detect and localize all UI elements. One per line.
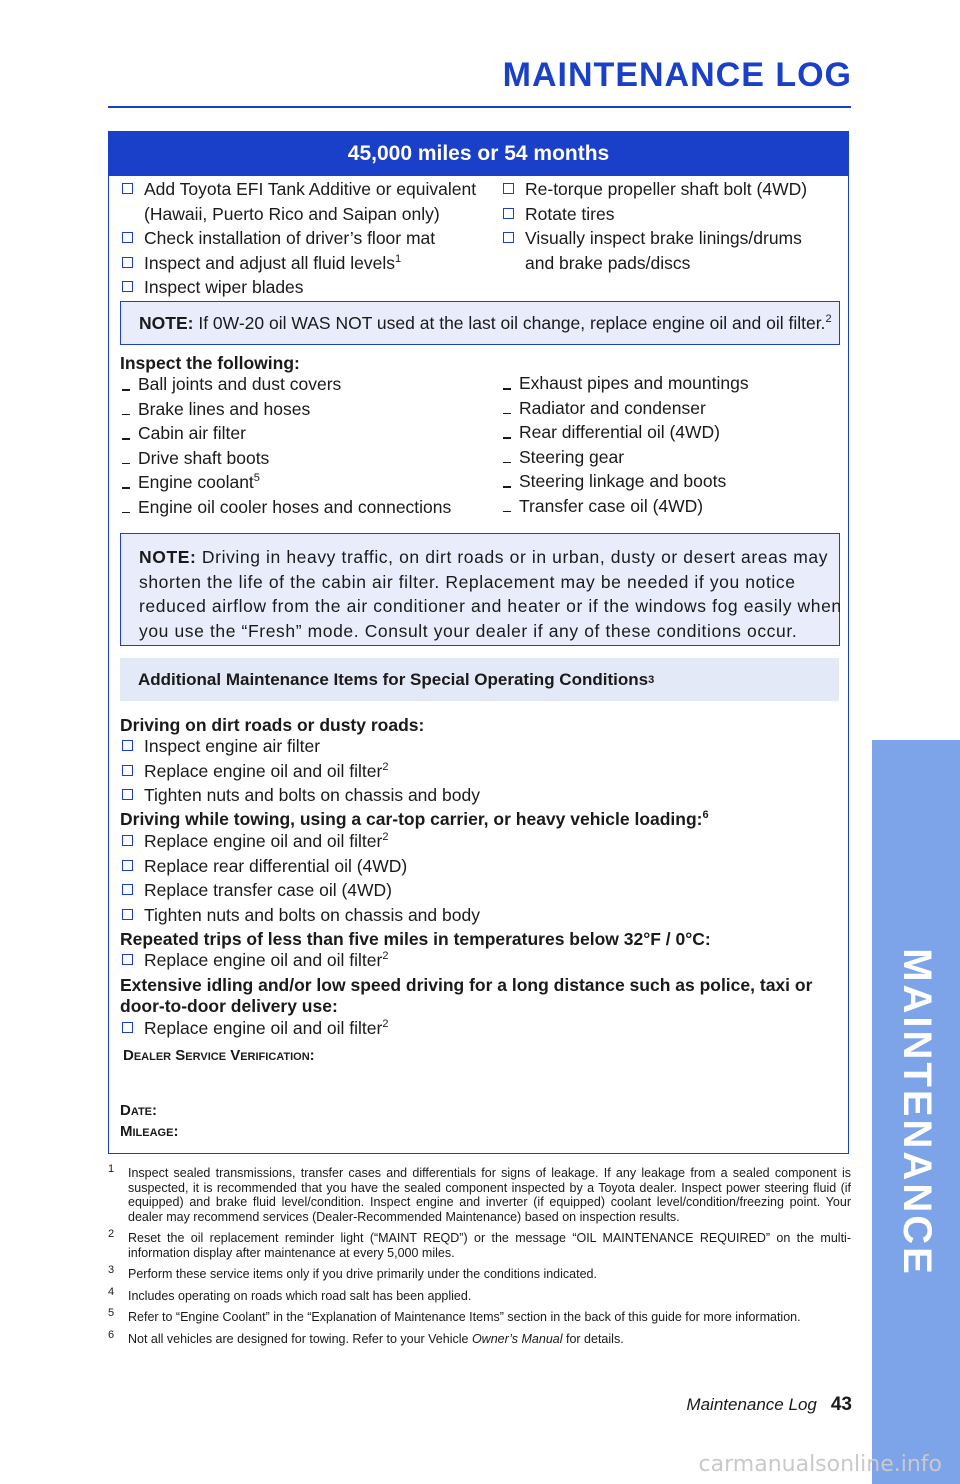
dealer-verification-label: Dealer Service Verification: bbox=[123, 1047, 315, 1064]
idling-list bbox=[120, 1016, 820, 1041]
footer-section: Maintenance Log bbox=[686, 1395, 817, 1414]
checklist-item[interactable]: Inspect engine air filter bbox=[120, 734, 820, 759]
checkbox-icon[interactable] bbox=[122, 183, 133, 194]
checklist-item[interactable]: Tighten nuts and bolts on chassis and body bbox=[120, 783, 820, 808]
list-item: Brake lines and hoses bbox=[120, 397, 490, 422]
checkbox-icon[interactable] bbox=[122, 765, 133, 776]
note-label: NOTE: bbox=[139, 547, 197, 567]
list-item: Drive shaft boots bbox=[120, 446, 490, 471]
side-tab-label: MAINTENANCE bbox=[894, 947, 939, 1277]
checkbox-icon[interactable] bbox=[122, 232, 133, 243]
maintenance-box bbox=[108, 131, 849, 1154]
checkbox-icon[interactable] bbox=[503, 208, 514, 219]
list-item: Transfer case oil (4WD) bbox=[501, 494, 841, 519]
checklist-item[interactable]: Replace engine oil and oil filter$^2$ bbox=[120, 948, 820, 973]
checklist-item[interactable]: Inspect and adjust all fluid levels$^1$ bbox=[120, 251, 480, 276]
checkbox-icon[interactable] bbox=[122, 740, 133, 751]
list-item: Radiator and condenser bbox=[501, 396, 841, 421]
checkbox-icon[interactable] bbox=[503, 183, 514, 194]
title-divider bbox=[108, 106, 851, 108]
date-label: Date: bbox=[120, 1102, 158, 1119]
inspect-list-right bbox=[501, 371, 841, 518]
list-item: Ball joints and dust covers bbox=[120, 372, 490, 397]
checklist-item[interactable]: Replace engine oil and oil filter$^2$ bbox=[120, 1016, 820, 1041]
checkbox-icon[interactable] bbox=[122, 860, 133, 871]
list-item: Rear differential oil (4WD) bbox=[501, 420, 841, 445]
footnote: 4 Includes operating on roads which road salt has been applied. bbox=[108, 1285, 472, 1303]
checkbox-icon[interactable] bbox=[122, 909, 133, 920]
condition-heading: Driving while towing, using a car-top carrier, or heavy vehicle loading:$^6$ bbox=[120, 809, 709, 829]
checklist-item[interactable]: Replace engine oil and oil filter$^2$ bbox=[120, 759, 820, 784]
oil-note: NOTE: If 0W-20 oil WAS NOT used at the last oil change, replace engine oil and oil filter.$^2$ bbox=[120, 301, 840, 345]
dirt-roads-list bbox=[120, 734, 820, 808]
checklist-left bbox=[120, 177, 480, 300]
list-item: Steering linkage and boots bbox=[501, 469, 841, 494]
checklist-item[interactable]: Add Toyota EFI Tank Additive or equivalent (Hawaii, Puerto Rico and Saipan only) bbox=[120, 177, 480, 226]
page-title: MAINTENANCE LOG bbox=[502, 56, 852, 94]
checkbox-icon[interactable] bbox=[503, 232, 514, 243]
checklist-item[interactable]: Replace transfer case oil (4WD) bbox=[120, 878, 820, 903]
checklist-item[interactable]: Re-torque propeller shaft bolt (4WD) bbox=[501, 177, 841, 202]
list-item: Engine coolant$^5$ bbox=[120, 470, 490, 495]
list-item: Cabin air filter bbox=[120, 421, 490, 446]
inspect-list-left bbox=[120, 372, 490, 519]
checkbox-icon[interactable] bbox=[122, 1022, 133, 1033]
checklist-right bbox=[501, 177, 841, 275]
watermark: carmanualsonline.info bbox=[698, 1452, 942, 1477]
footnote: 6 Not all vehicles are designed for towing. Refer to your Vehicle Owner’s Manual for details. bbox=[108, 1328, 624, 1346]
checklist-item[interactable]: Visually inspect brake linings/drums and brake pads/discs bbox=[501, 226, 841, 275]
condition-heading: Repeated trips of less than five miles in temperatures below 32°F / 0°C: bbox=[120, 929, 711, 949]
list-item: Steering gear bbox=[501, 445, 841, 470]
footnote: 1 Inspect sealed transmissions, transfer cases and differentials for signs of leakage. If any leakage from a sealed component is suspected, it is recommended that you have the sealed component inspected by a Toyota dealer. Inspect power steering fluid (if equipped) and brake fluid level/condition. Inspect engine and inverter (if equipped) coolant level/condition/freezing point. Your dealer may recommend services (Dealer-Recommended Maintenance) based on inspection results. bbox=[108, 1163, 851, 1224]
interval-header: 45,000 miles or 54 months bbox=[109, 132, 848, 176]
short-trips-list bbox=[120, 948, 820, 973]
note-text: If 0W-20 oil WAS NOT used at the last oil change, replace engine oil and oil filter. bbox=[198, 313, 826, 333]
condition-heading: Driving on dirt roads or dusty roads: bbox=[120, 715, 425, 735]
footnotes bbox=[108, 1163, 851, 1353]
checklist-item[interactable]: Replace engine oil and oil filter$^2$ bbox=[120, 829, 820, 854]
footnote: 3 Perform these service items only if you drive primarily under the conditions indicated. bbox=[108, 1264, 597, 1281]
checklist-item[interactable]: Tighten nuts and bolts on chassis and body bbox=[120, 903, 820, 928]
additional-items-heading: Additional Maintenance Items for Special Operating Conditions 3 bbox=[120, 658, 839, 701]
checkbox-icon[interactable] bbox=[122, 884, 133, 895]
note-label: NOTE: bbox=[139, 313, 194, 333]
checkbox-icon[interactable] bbox=[122, 954, 133, 965]
list-item: Exhaust pipes and mountings bbox=[501, 371, 841, 396]
checklist-item[interactable]: Check installation of driver’s floor mat bbox=[120, 226, 480, 251]
inspect-heading: Inspect the following: bbox=[120, 353, 300, 373]
condition-heading: Extensive idling and/or low speed driving for a long distance such as police, taxi or door-to-door delivery use: bbox=[120, 975, 813, 1016]
checkbox-icon[interactable] bbox=[122, 835, 133, 846]
cabin-filter-note: NOTE: Driving in heavy traffic, on dirt roads or in urban, dusty or desert areas may shorten the life of the cabin air filter. Replacement may be needed if you notice reduced airflow from the air conditioner and heater or if the windows fog easily when you use the “Fresh” mode. Consult your dealer if any of these conditions occur. bbox=[120, 533, 840, 646]
checkbox-icon[interactable] bbox=[122, 281, 133, 292]
checkbox-icon[interactable] bbox=[122, 789, 133, 800]
footnote: 5 Refer to “Engine Coolant” in the “Explanation of Maintenance Items” section in the back of this guide for more information. bbox=[108, 1307, 801, 1324]
side-tab bbox=[872, 740, 960, 1484]
page-number: 43 bbox=[830, 1394, 852, 1415]
checklist-item[interactable]: Rotate tires bbox=[501, 202, 841, 227]
footnote: 2 Reset the oil replacement reminder light (“MAINT REQD”) or the message “OIL MAINTENANCE REQUIRED” on the multi-information display after maintenance at every 5,000 miles. bbox=[108, 1228, 851, 1260]
towing-list bbox=[120, 829, 820, 927]
page-footer bbox=[686, 1394, 852, 1416]
checklist-item[interactable]: Replace rear differential oil (4WD) bbox=[120, 854, 820, 879]
list-item: Engine oil cooler hoses and connections bbox=[120, 495, 490, 520]
checklist-item[interactable]: Inspect wiper blades bbox=[120, 275, 480, 300]
mileage-label: Mileage: bbox=[120, 1123, 179, 1140]
checkbox-icon[interactable] bbox=[122, 257, 133, 268]
